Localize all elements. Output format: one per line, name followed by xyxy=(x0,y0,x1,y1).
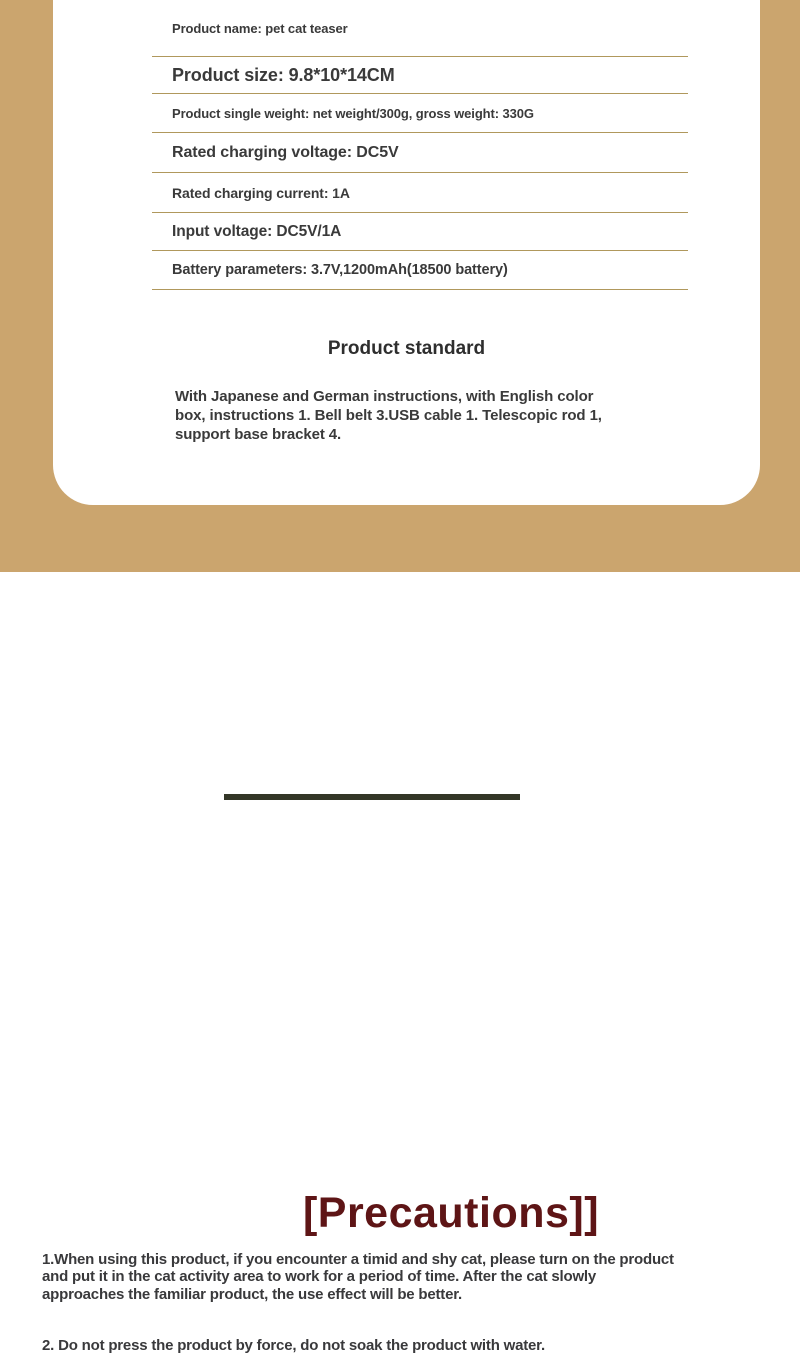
spec-text: Product size: 9.8*10*14CM xyxy=(172,64,395,85)
precaution-item-2: 2. Do not press the product by force, do not soak the product with water. xyxy=(42,1337,545,1354)
spec-text: Battery parameters: 3.7V,1200mAh(18500 battery) xyxy=(172,262,508,278)
spec-row-product-size xyxy=(152,57,688,94)
next-section-edge xyxy=(224,794,520,800)
precautions-title: [Precautions]] xyxy=(302,1189,600,1237)
spec-row-product-name xyxy=(152,0,688,57)
product-standard-title: Product standard xyxy=(327,338,486,359)
spec-text: Product name: pet cat teaser xyxy=(172,20,348,36)
precautions-section xyxy=(0,572,800,1354)
spec-row-charging-voltage xyxy=(152,133,688,173)
product-standard-text: With Japanese and German instructions, with English color box, instructions 1. Bell belt 3.USB cable 1. Telescopic rod 1, support base bracket 4. xyxy=(175,388,602,443)
spec-text: Product single weight: net weight/300g, gross weight: 330G xyxy=(172,105,534,121)
spec-card xyxy=(53,0,760,505)
spec-row-product-weight xyxy=(152,94,688,133)
spec-row-input-voltage xyxy=(152,213,688,251)
spec-section-background xyxy=(0,0,800,572)
spec-text: Rated charging voltage: DC5V xyxy=(172,143,399,161)
spec-text: Input voltage: DC5V/1A xyxy=(172,222,342,240)
spec-row-charging-current xyxy=(152,173,688,213)
precaution-item-1: 1.When using this product, if you encounter a timid and shy cat, please turn on the product and put it in the cat activity area to work for a period of time. After the cat slowly approaches the familiar product, the use effect will be better. xyxy=(42,1251,674,1303)
spec-text: Rated charging current: 1A xyxy=(172,184,350,201)
spec-row-battery-parameters xyxy=(152,251,688,290)
spec-table xyxy=(152,0,688,290)
